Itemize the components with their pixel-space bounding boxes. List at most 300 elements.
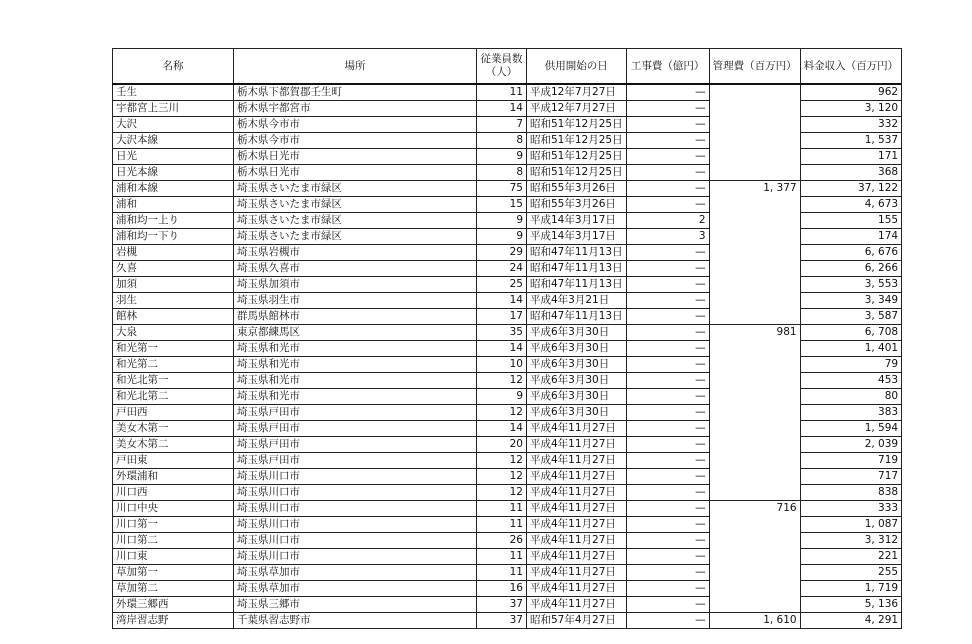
cell-name (113, 581, 234, 597)
cell-name-value: 日光本線 (116, 166, 158, 178)
cell-location (234, 325, 477, 341)
cell-construction-cost (626, 469, 709, 485)
cell-start-date (527, 133, 627, 149)
cell-staff-value: 12 (509, 374, 523, 386)
cell-staff (477, 277, 527, 293)
cell-start-date (527, 485, 627, 501)
cell-location (234, 277, 477, 293)
cell-staff (477, 341, 527, 357)
cell-start-date (527, 197, 627, 213)
table-row (113, 389, 902, 405)
cell-location-value: 埼玉県加須市 (237, 278, 300, 290)
cell-revenue (800, 149, 902, 165)
cell-revenue-value: 368 (878, 166, 899, 178)
cell-construction-cost (626, 309, 709, 325)
cell-staff-value: 20 (509, 438, 523, 450)
cell-name-value: 和光北第一 (116, 374, 169, 386)
cell-revenue-value: 333 (878, 502, 899, 514)
cell-name (113, 421, 234, 437)
cell-location (234, 213, 477, 229)
cell-name (113, 357, 234, 373)
cell-construction-cost (626, 597, 709, 613)
cell-location-value: 栃木県今市市 (237, 134, 300, 146)
cell-construction-cost (626, 277, 709, 293)
cell-location (234, 229, 477, 245)
cell-revenue (800, 245, 902, 261)
cell-staff-value: 12 (509, 454, 523, 466)
cell-revenue-value: 171 (878, 150, 899, 162)
cell-revenue-value: 2, 039 (864, 438, 899, 450)
cell-staff-value: 9 (516, 150, 523, 162)
cell-name-value: 和光北第二 (116, 390, 169, 402)
cell-construction-cost-value: — (695, 294, 706, 306)
cell-location-value: 埼玉県和光市 (237, 374, 300, 386)
table-row (113, 341, 902, 357)
cell-construction-cost-value: — (695, 614, 706, 626)
cell-management-cost (709, 117, 800, 133)
cell-start-date-value: 平成14年3月17日 (530, 214, 616, 226)
cell-staff-value: 8 (516, 166, 523, 178)
cell-revenue-value: 221 (878, 550, 899, 562)
cell-management-cost (709, 277, 800, 293)
cell-revenue-value: 174 (878, 230, 899, 242)
table-row (113, 117, 902, 133)
cell-revenue (800, 597, 902, 613)
cell-start-date (527, 613, 627, 629)
cell-name (113, 341, 234, 357)
cell-location (234, 261, 477, 277)
table-row (113, 293, 902, 309)
cell-revenue-value: 3, 553 (864, 278, 899, 290)
cell-revenue (800, 437, 902, 453)
table-row (113, 453, 902, 469)
cell-construction-cost-value: — (695, 166, 706, 178)
cell-start-date-value: 平成14年3月17日 (530, 230, 616, 242)
cell-start-date (527, 341, 627, 357)
cell-name-value: 美女木第一 (116, 422, 169, 434)
cell-name-value: 大沢 (116, 118, 137, 130)
cell-name (113, 117, 234, 133)
cell-staff-value: 16 (509, 582, 523, 594)
cell-staff-value: 12 (509, 470, 523, 482)
cell-location-value: 埼玉県戸田市 (237, 406, 300, 418)
cell-name-value: 川口第二 (116, 534, 158, 546)
cell-construction-cost-value: — (695, 566, 706, 578)
cell-staff (477, 549, 527, 565)
cell-staff-value: 11 (509, 518, 523, 530)
cell-name (113, 549, 234, 565)
cell-revenue-value: 1, 401 (864, 342, 899, 354)
cell-revenue (800, 533, 902, 549)
cell-revenue (800, 229, 902, 245)
cell-name-value: 浦和均一上り (116, 214, 179, 226)
cell-name-value: 加須 (116, 278, 137, 290)
cell-start-date-value: 平成12年7月27日 (530, 86, 616, 98)
cell-management-cost (709, 357, 800, 373)
toll-booth-table (112, 48, 902, 629)
cell-construction-cost-value: — (695, 342, 706, 354)
cell-revenue (800, 357, 902, 373)
table-row (113, 549, 902, 565)
cell-construction-cost (626, 501, 709, 517)
header-name: 名称 (113, 49, 234, 85)
cell-start-date (527, 101, 627, 117)
cell-location-value: 埼玉県和光市 (237, 358, 300, 370)
cell-staff (477, 597, 527, 613)
cell-construction-cost-value: — (695, 518, 706, 530)
cell-management-cost (709, 84, 800, 101)
cell-management-cost-value: 1, 377 (763, 182, 797, 195)
header-revenue: 料金収入（百万円） (800, 49, 902, 85)
cell-start-date-value: 昭和51年12月25日 (530, 118, 623, 130)
cell-construction-cost-value: — (695, 534, 706, 546)
cell-start-date-value: 昭和51年12月25日 (530, 166, 623, 178)
cell-construction-cost (626, 261, 709, 277)
cell-revenue-value: 37, 122 (858, 182, 899, 194)
cell-start-date (527, 373, 627, 389)
cell-start-date-value: 平成6年3月30日 (530, 374, 610, 386)
table-row (113, 213, 902, 229)
cell-revenue (800, 277, 902, 293)
table-row (113, 517, 902, 533)
cell-name (113, 405, 234, 421)
cell-location-value: 埼玉県川口市 (237, 502, 300, 514)
table-row (113, 149, 902, 165)
cell-construction-cost-value: — (695, 358, 706, 370)
cell-construction-cost (626, 133, 709, 149)
cell-start-date (527, 597, 627, 613)
cell-name (113, 229, 234, 245)
cell-staff (477, 389, 527, 405)
cell-revenue-value: 155 (878, 214, 899, 226)
cell-name (113, 533, 234, 549)
cell-start-date-value: 平成4年11月27日 (530, 534, 616, 546)
cell-management-cost (709, 213, 800, 229)
cell-location (234, 565, 477, 581)
cell-construction-cost (626, 533, 709, 549)
cell-staff-value: 8 (516, 134, 523, 146)
cell-name-value: 美女木第二 (116, 438, 169, 450)
cell-start-date-value: 平成6年3月30日 (530, 358, 610, 370)
cell-staff-value: 37 (509, 614, 523, 626)
cell-revenue-value: 1, 594 (864, 422, 899, 434)
table-row (113, 421, 902, 437)
cell-construction-cost (626, 341, 709, 357)
cell-start-date (527, 84, 627, 101)
table-row (113, 597, 902, 613)
cell-location-value: 埼玉県久喜市 (237, 262, 300, 274)
cell-location-value: 群馬県館林市 (237, 310, 300, 322)
cell-staff (477, 485, 527, 501)
cell-location (234, 453, 477, 469)
cell-location-value: 埼玉県羽生市 (237, 294, 300, 306)
cell-start-date-value: 平成4年11月27日 (530, 454, 616, 466)
cell-staff-value: 11 (509, 502, 523, 514)
cell-construction-cost (626, 373, 709, 389)
cell-staff (477, 101, 527, 117)
cell-staff (477, 325, 527, 341)
cell-construction-cost-value: — (695, 582, 706, 594)
cell-start-date-value: 昭和51年12月25日 (530, 134, 623, 146)
table-row (113, 325, 902, 341)
cell-management-cost (709, 245, 800, 261)
cell-management-cost-value: 981 (776, 326, 797, 339)
cell-staff (477, 453, 527, 469)
cell-revenue (800, 421, 902, 437)
cell-name (113, 437, 234, 453)
cell-construction-cost-value: — (695, 406, 706, 418)
cell-staff-value: 7 (516, 118, 523, 130)
cell-staff (477, 437, 527, 453)
cell-location-value: 埼玉県岩槻市 (237, 246, 300, 258)
cell-start-date-value: 平成4年11月27日 (530, 566, 616, 578)
cell-start-date-value: 平成4年11月27日 (530, 502, 616, 514)
cell-revenue-value: 6, 676 (864, 246, 899, 258)
cell-construction-cost (626, 325, 709, 341)
cell-name-value: 浦和均一下り (116, 230, 179, 242)
cell-location-value: 埼玉県川口市 (237, 550, 300, 562)
cell-construction-cost-value: — (695, 182, 706, 194)
table-row (113, 84, 902, 101)
table-row (113, 437, 902, 453)
cell-staff (477, 533, 527, 549)
cell-name-value: 草加第二 (116, 582, 158, 594)
cell-staff (477, 613, 527, 629)
cell-revenue (800, 84, 902, 101)
cell-construction-cost-value: 2 (698, 214, 706, 226)
cell-location-value: 埼玉県さいたま市緑区 (237, 230, 342, 242)
cell-location-value: 埼玉県川口市 (237, 470, 300, 482)
cell-name (113, 213, 234, 229)
cell-start-date (527, 309, 627, 325)
table-row (113, 229, 902, 245)
cell-management-cost (709, 533, 800, 549)
cell-construction-cost-value: — (695, 102, 706, 114)
cell-name (113, 309, 234, 325)
cell-name-value: 草加第一 (116, 566, 158, 578)
cell-staff-value: 11 (509, 566, 523, 578)
cell-name-value: 川口中央 (116, 502, 158, 514)
cell-start-date (527, 421, 627, 437)
cell-location (234, 181, 477, 197)
cell-construction-cost-value: — (695, 246, 706, 258)
cell-name-value: 久喜 (116, 262, 137, 274)
cell-staff-value: 9 (516, 230, 523, 242)
cell-revenue-value: 383 (878, 406, 899, 418)
cell-location (234, 84, 477, 101)
cell-location (234, 245, 477, 261)
cell-construction-cost-value: — (695, 470, 706, 482)
cell-revenue-value: 717 (878, 470, 899, 482)
cell-location (234, 197, 477, 213)
cell-construction-cost-value: — (695, 150, 706, 162)
table-row (113, 133, 902, 149)
cell-staff-value: 15 (509, 198, 523, 210)
cell-staff-value: 9 (516, 390, 523, 402)
cell-revenue (800, 197, 902, 213)
cell-name-value: 川口西 (116, 486, 148, 498)
cell-staff-value: 37 (509, 598, 523, 610)
table-row (113, 261, 902, 277)
cell-name-value: 和光第一 (116, 342, 158, 354)
cell-start-date (527, 261, 627, 277)
cell-start-date-value: 昭和57年4月27日 (530, 614, 616, 626)
cell-construction-cost (626, 421, 709, 437)
cell-location (234, 597, 477, 613)
cell-revenue-value: 719 (878, 454, 899, 466)
cell-revenue-value: 6, 708 (864, 326, 899, 338)
cell-location (234, 485, 477, 501)
table-row (113, 533, 902, 549)
cell-construction-cost-value: — (695, 374, 706, 386)
cell-revenue (800, 485, 902, 501)
cell-construction-cost (626, 389, 709, 405)
cell-management-cost (709, 149, 800, 165)
cell-location (234, 533, 477, 549)
cell-construction-cost-value: — (695, 550, 706, 562)
cell-revenue (800, 341, 902, 357)
cell-management-cost (709, 549, 800, 565)
table-row (113, 245, 902, 261)
cell-revenue (800, 565, 902, 581)
cell-revenue (800, 501, 902, 517)
table-row (113, 101, 902, 117)
cell-construction-cost-value: — (695, 422, 706, 434)
cell-staff (477, 405, 527, 421)
cell-management-cost (709, 581, 800, 597)
cell-name (113, 277, 234, 293)
cell-construction-cost-value: — (695, 198, 706, 210)
cell-name (113, 373, 234, 389)
cell-staff (477, 229, 527, 245)
cell-name (113, 501, 234, 517)
cell-construction-cost (626, 453, 709, 469)
cell-name-value: 湾岸習志野 (116, 614, 169, 626)
cell-name (113, 565, 234, 581)
cell-revenue (800, 309, 902, 325)
cell-revenue (800, 517, 902, 533)
cell-start-date (527, 549, 627, 565)
cell-revenue (800, 581, 902, 597)
cell-construction-cost (626, 565, 709, 581)
cell-staff (477, 84, 527, 101)
cell-construction-cost (626, 581, 709, 597)
cell-start-date (527, 277, 627, 293)
cell-location (234, 437, 477, 453)
cell-name (113, 181, 234, 197)
cell-location (234, 389, 477, 405)
cell-staff (477, 309, 527, 325)
cell-management-cost-value: 1, 610 (763, 614, 797, 626)
table-row (113, 197, 902, 213)
cell-staff (477, 245, 527, 261)
cell-location-value: 栃木県宇都宮市 (237, 102, 311, 114)
table-row (113, 165, 902, 181)
cell-location-value: 埼玉県川口市 (237, 518, 300, 530)
cell-construction-cost (626, 84, 709, 101)
cell-staff (477, 261, 527, 277)
cell-location (234, 293, 477, 309)
cell-revenue-value: 1, 537 (864, 134, 899, 146)
cell-management-cost (709, 565, 800, 581)
cell-location (234, 549, 477, 565)
table-row (113, 405, 902, 421)
cell-staff-value: 14 (509, 342, 523, 354)
cell-name-value: 戸田東 (116, 454, 148, 466)
cell-name-value: 外環浦和 (116, 470, 158, 482)
cell-management-cost (709, 229, 800, 245)
cell-revenue-value: 80 (884, 390, 899, 402)
cell-name (113, 149, 234, 165)
cell-management-cost (709, 261, 800, 277)
cell-name-value: 浦和 (116, 198, 137, 210)
cell-name (113, 84, 234, 101)
cell-staff-value: 12 (509, 406, 523, 418)
cell-revenue (800, 293, 902, 309)
cell-revenue (800, 453, 902, 469)
header-location: 場所 (234, 49, 477, 85)
cell-start-date-value: 平成4年3月21日 (530, 294, 610, 306)
cell-construction-cost (626, 181, 709, 197)
cell-name-value: 川口第一 (116, 518, 158, 530)
cell-start-date (527, 533, 627, 549)
cell-start-date (527, 325, 627, 341)
cell-start-date (527, 213, 627, 229)
cell-start-date-value: 平成4年11月27日 (530, 598, 616, 610)
cell-location (234, 421, 477, 437)
cell-revenue-value: 838 (878, 486, 899, 498)
cell-revenue (800, 133, 902, 149)
cell-staff-value: 11 (509, 550, 523, 562)
cell-location-value: 栃木県今市市 (237, 118, 300, 130)
cell-name-value: 館林 (116, 310, 137, 322)
cell-construction-cost (626, 549, 709, 565)
cell-start-date (527, 149, 627, 165)
table-row (113, 357, 902, 373)
cell-revenue-value: 962 (878, 86, 899, 98)
cell-construction-cost-value: — (695, 262, 706, 274)
cell-start-date (527, 245, 627, 261)
cell-location (234, 469, 477, 485)
cell-revenue (800, 389, 902, 405)
cell-start-date (527, 437, 627, 453)
cell-name (113, 197, 234, 213)
cell-management-cost (709, 421, 800, 437)
cell-start-date-value: 平成4年11月27日 (530, 438, 616, 450)
cell-management-cost (709, 389, 800, 405)
cell-start-date (527, 181, 627, 197)
table-row (113, 277, 902, 293)
cell-construction-cost (626, 117, 709, 133)
cell-construction-cost-value: — (695, 502, 706, 514)
cell-construction-cost (626, 357, 709, 373)
cell-management-cost (709, 485, 800, 501)
cell-revenue-value: 1, 087 (864, 518, 899, 530)
cell-revenue (800, 469, 902, 485)
cell-location (234, 309, 477, 325)
cell-location-value: 埼玉県戸田市 (237, 422, 300, 434)
cell-start-date-value: 平成4年11月27日 (530, 518, 616, 530)
cell-construction-cost-value: — (695, 390, 706, 402)
cell-construction-cost-value: — (695, 454, 706, 466)
cell-management-cost (709, 165, 800, 181)
cell-staff (477, 501, 527, 517)
cell-name (113, 325, 234, 341)
cell-name (113, 165, 234, 181)
cell-staff (477, 181, 527, 197)
cell-construction-cost-value: 3 (698, 230, 706, 242)
cell-revenue (800, 165, 902, 181)
